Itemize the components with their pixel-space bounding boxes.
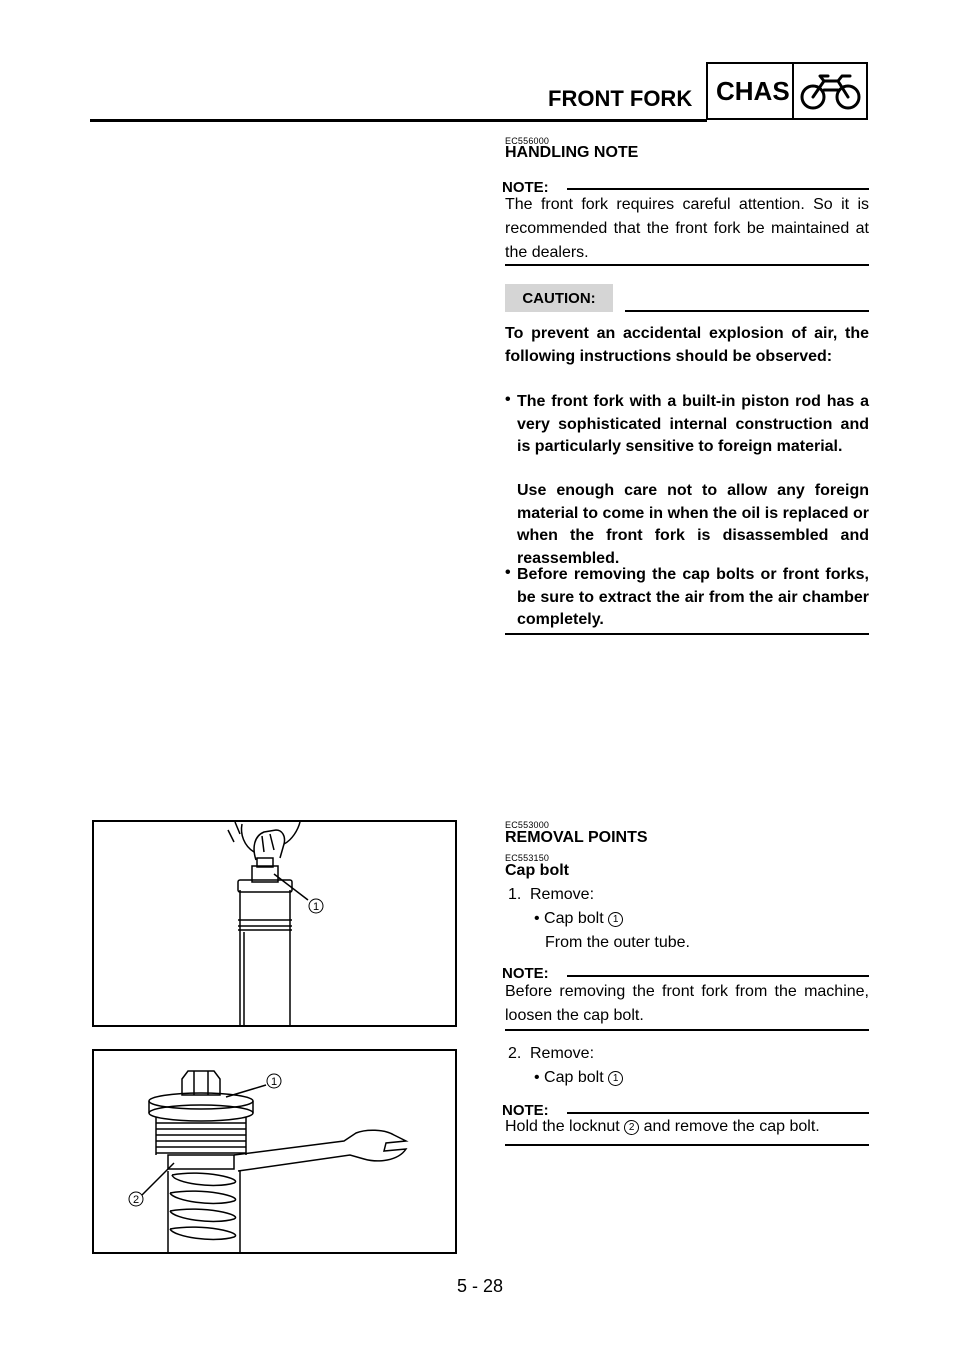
removal-code: EC553000: [505, 820, 550, 830]
caution-bullet-1: •: [505, 391, 511, 408]
caution-item-1a: The front fork with a built-in piston rod has a very sophisticated internal construction and is particularly sensitive to foreign material.: [517, 393, 869, 455]
note1-rule-top: [567, 975, 869, 977]
page-number: 5 - 28: [456, 1276, 504, 1296]
fig2-callout-1-marker: [267, 1074, 281, 1088]
handling-note-rule-top: [567, 188, 869, 190]
figure-fork-cap-bolt: [92, 820, 457, 1027]
removal-title: REMOVAL POINTS: [505, 829, 648, 846]
section-title: FRONT FORK: [548, 86, 693, 111]
step2-item-text: Cap bolt: [544, 1069, 604, 1086]
handling-note-label: NOTE:: [502, 179, 549, 196]
note1-text: Before removing the front fork from the machine, loosen the cap bolt.: [505, 983, 869, 1024]
step1-item-text: Cap bolt: [544, 910, 604, 927]
step1-detail: From the outer tube.: [545, 934, 690, 951]
handling-note-rule-bottom: [505, 264, 869, 266]
locknut-wrench-illustration: [94, 1051, 455, 1252]
caution-label: CAUTION:: [505, 284, 613, 312]
step1-label: Remove:: [530, 886, 595, 903]
note2-rule-top: [567, 1112, 869, 1114]
fork-cap-bolt-illustration: [94, 822, 455, 1025]
caution-item-1b: Use enough care not to allow any foreign material to come in when the oil is replaced or when the front fork is disassembled and reassembled.: [517, 482, 869, 567]
step2-item-ref: 1: [608, 1071, 623, 1086]
badge-divider: [792, 64, 794, 118]
handling-note-text: The front fork requires careful attention. So it is recommended that the front fork be maintained at the dealers.: [505, 196, 869, 261]
handling-title: HANDLING NOTE: [505, 144, 639, 161]
caution-bullet-2: •: [505, 564, 511, 581]
note2-label: NOTE:: [502, 1102, 549, 1119]
step2-label: Remove:: [530, 1045, 595, 1062]
fig2-callout-1: 1: [270, 1076, 278, 1088]
caution-rule-top: [625, 310, 869, 312]
note2-rule-bottom: [505, 1144, 869, 1146]
cap-bolt-code: EC553150: [505, 853, 550, 863]
step2-number: 2.: [508, 1045, 522, 1062]
chapter-badge: [706, 62, 868, 120]
motorcycle-icon: [798, 72, 864, 112]
step1-number: 1.: [508, 886, 522, 903]
chapter-code: CHAS: [716, 76, 790, 106]
fig2-callout-2: 2: [132, 1194, 140, 1206]
cap-bolt-title: Cap bolt: [505, 862, 569, 879]
header-rule: [90, 119, 707, 122]
fig1-callout-1-marker: [309, 899, 323, 913]
caution-rule-bottom: [505, 633, 869, 635]
note1-rule-bottom: [505, 1029, 869, 1031]
fig2-callout-2-marker: [129, 1192, 143, 1206]
note2-text-post: and remove the cap bolt.: [643, 1118, 820, 1135]
figure-locknut-wrench: [92, 1049, 457, 1254]
note2-ref: 2: [624, 1120, 639, 1135]
step1-item: • Cap bolt 1: [534, 910, 623, 928]
fig1-callout-1: 1: [312, 901, 320, 913]
step2-item: • Cap bolt 1: [534, 1069, 623, 1087]
caution-item-2: Before removing the cap bolts or front forks, be sure to extract the air from the air chamber completely.: [517, 566, 869, 628]
caution-intro: To prevent an accidental explosion of air, the following instructions should be observed:: [505, 325, 869, 365]
handling-code: EC556000: [505, 136, 550, 146]
note2-text: [505, 1118, 820, 1136]
note2-text-pre: Hold the locknut: [505, 1118, 620, 1135]
note1-label: NOTE:: [502, 965, 549, 982]
step1-item-ref: 1: [608, 912, 623, 927]
